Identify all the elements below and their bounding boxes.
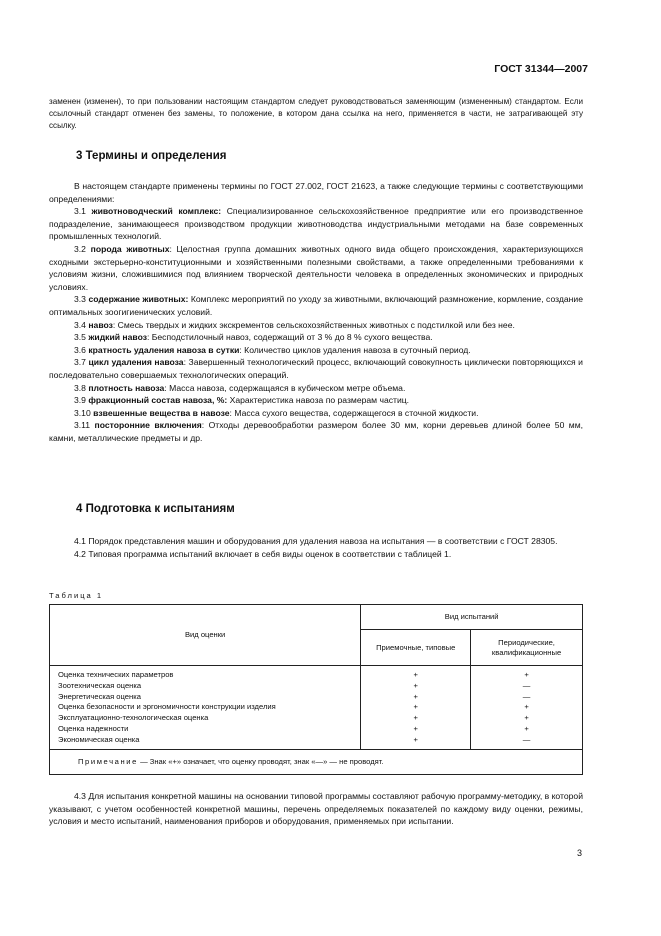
term-name: посторонние включения (94, 420, 202, 431)
table-caption: Таблица 1 (49, 591, 104, 600)
term-definition (49, 243, 583, 293)
term-name: кратность удаления навоза в сутки (88, 344, 240, 355)
row-mark-periodic: — (471, 681, 583, 692)
term-name: цикл удаления навоза (88, 357, 184, 368)
table-row (50, 702, 583, 713)
section-3-title: 3 Термины и определения (76, 150, 227, 162)
document-code: ГОСТ 31344—2007 (494, 63, 588, 75)
paragraph-4-3: 4.3 Для испытания конкретной машины на основании типовой программы составляют рабочую программу-методику, в которой указывают, с учетом особенностей конкретной машины, перечень определяемых показателей по каждому виду оценки, режимы, условия и место испытаний, наименования приборов и оборудования, применяемых при испытании. (49, 791, 583, 827)
term-definition (49, 394, 583, 407)
row-name: Оценка безопасности и эргономичности конструкции изделия (50, 702, 361, 713)
table-row (50, 713, 583, 724)
term-number: 3.6 (74, 344, 86, 355)
term-definition (49, 407, 583, 420)
term-number: 3.4 (74, 319, 86, 330)
table-row (50, 735, 583, 749)
page-number: 3 (576, 848, 582, 858)
term-number: 3.8 (74, 382, 86, 393)
column-header-kind: Вид оценки (50, 605, 361, 666)
row-mark-periodic: + (471, 724, 583, 735)
row-mark-acceptance: + (361, 713, 471, 724)
term-number: 3.5 (74, 332, 86, 343)
intro-paragraph: заменен (изменен), то при пользовании настоящим стандартом следует руководствоваться заменяющим (измененным) стандартом. Если ссылочный стандарт отменен без замены, то положение, в котором дана ссылка на него, применяется в части, не затрагивающей эту ссылку. (49, 97, 583, 130)
table-note (50, 749, 583, 774)
term-definition (49, 382, 583, 395)
term-text: : Количество циклов удаления навоза в суточный период. (239, 344, 471, 355)
term-definition (49, 293, 583, 318)
table-1 (49, 604, 583, 775)
term-text: Комплекс мероприятий по уходу за животными, включающий размножение, кормление, создание оптимальных зоогигиенических условий. (49, 294, 584, 317)
term-text: Специализированное сельскохозяйственное предприятие или его производственное подразделение, занимающееся производством продукции животноводства индустриальными методами на базе современных промышленных технологий. (49, 206, 583, 242)
term-name: фракционный состав навоза, %: (88, 395, 228, 406)
term-number: 3.7 (74, 357, 86, 368)
row-mark-acceptance: + (361, 681, 471, 692)
row-name: Зоотехническая оценка (50, 681, 361, 692)
term-text: : Отходы деревообработки размером более 30 мм, корни деревьев длиной более 50 мм, камни, металлические предметы и др. (49, 420, 583, 443)
table-body (50, 666, 583, 750)
row-name: Экономическая оценка (50, 735, 361, 749)
term-name: порода животных (90, 243, 170, 254)
term-name: животноводческий комплекс: (91, 206, 222, 217)
term-text: : Масса навоза, содержащаяся в кубическом метре объема. (164, 382, 406, 393)
section-3-lead: В настоящем стандарте применены термины по ГОСТ 27.002, ГОСТ 21623, а также следующие термины с соответствующими определениями: (49, 181, 583, 204)
row-name: Оценка надежности (50, 724, 361, 735)
term-definition (49, 344, 583, 357)
term-name: навоз (88, 319, 113, 330)
row-mark-periodic: — (471, 692, 583, 703)
term-text: : Целостная группа домашних животных одного вида общего происхождения, характеризующихся сходными экстерьерно-конституционными и хозяйственными полезными свойствами, а также определенными требованиями к условиям жизни, сложившимися под влиянием творческой деятельности человека в определенных экономических и природных условиях. (49, 243, 584, 292)
term-number: 3.9 (74, 395, 86, 406)
table-row (50, 666, 583, 681)
term-definition (49, 356, 583, 381)
term-name: плотность навоза (88, 382, 165, 393)
term-definition (49, 319, 583, 332)
row-mark-acceptance: + (361, 702, 471, 713)
term-number: 3.3 (74, 294, 86, 305)
section-4-body (49, 535, 583, 560)
term-number: 3.10 (74, 407, 91, 418)
row-mark-periodic: + (471, 702, 583, 713)
row-mark-acceptance: + (361, 666, 471, 681)
row-name: Энергетическая оценка (50, 692, 361, 703)
row-mark-periodic: — (471, 735, 583, 749)
row-name: Оценка технических параметров (50, 666, 361, 681)
term-definition (49, 205, 583, 243)
table-row (50, 681, 583, 692)
row-mark-acceptance: + (361, 724, 471, 735)
term-text: : Завершенный технологический процесс, включающий совокупность циклически повторяющихся и последовательно совершаемых технологических операций. (49, 357, 583, 380)
section-4-body-cont (49, 790, 583, 828)
row-mark-periodic: + (471, 713, 583, 724)
column-header-periodic: Периодические, квалификационные (471, 630, 583, 666)
table-row (50, 692, 583, 703)
row-mark-acceptance: + (361, 692, 471, 703)
term-text: : Масса сухого вещества, содержащегося в сточной жидкости. (229, 407, 479, 418)
row-mark-periodic: + (471, 666, 583, 681)
note-text: — Знак «+» означает, что оценку проводят, знак «—» — не проводят. (140, 756, 384, 766)
term-number: 3.2 (74, 243, 86, 254)
paragraph-4-2: 4.2 Типовая программа испытаний включает в себя виды оценок в соответствии с таблицей 1. (74, 548, 452, 559)
term-text: Характеристика навоза по размерам частиц. (229, 395, 410, 406)
term-definition (49, 419, 583, 444)
table-row (50, 724, 583, 735)
paragraph-4-1: 4.1 Порядок представления машин и оборудования для удаления навоза на испытания — в соответствии с ГОСТ 28305. (74, 536, 558, 546)
term-text: : Бесподстилочный навоз, содержащий от 3 % до 8 % сухого вещества. (146, 332, 433, 343)
section-3-body (49, 180, 583, 444)
term-number: 3.11 (74, 420, 91, 431)
column-header-tests: Вид испытаний (361, 605, 583, 630)
term-definition (49, 331, 583, 344)
term-name: жидкий навоз (88, 332, 147, 343)
row-name: Эксплуатационно-технологическая оценка (50, 713, 361, 724)
term-number: 3.1 (74, 206, 86, 217)
term-text: : Смесь твердых и жидких экскрементов сельскохозяйственных животных с подстилкой или без нее. (112, 319, 515, 330)
terms-list (49, 205, 583, 444)
note-label: Примечание (78, 756, 138, 766)
term-name: взвешенные вещества в навозе (93, 407, 230, 418)
section-4-title: 4 Подготовка к испытаниям (76, 503, 235, 515)
column-header-acceptance: Приемочные, типовые (361, 630, 471, 666)
row-mark-acceptance: + (361, 735, 471, 749)
term-name: содержание животных: (88, 294, 189, 305)
